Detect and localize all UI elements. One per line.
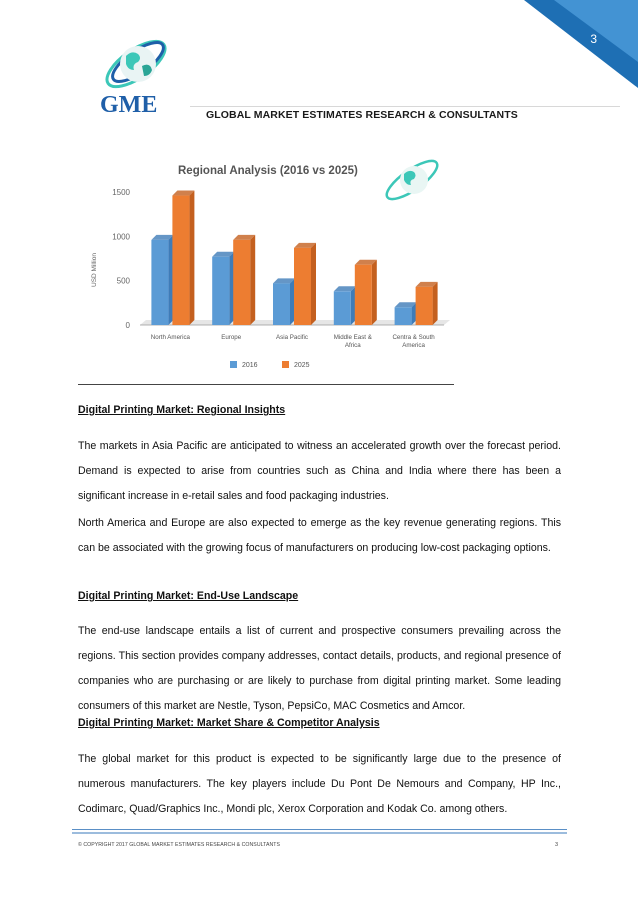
end-use-heading: Digital Printing Market: End-Use Landscape	[78, 590, 299, 602]
bar-2025-3	[355, 265, 372, 325]
market-share-heading: Digital Printing Market: Market Share & Competitor Analysis	[78, 717, 380, 729]
logo-text: GME	[100, 92, 158, 118]
footer-rule	[72, 829, 567, 830]
regional-paragraph-1: The markets in Asia Pacific are anticipated to witness an accelerated growth over the forecast period. Demand is expected to arise from countries such as China and India where there has been a significant increase in e-retail sales and food packaging industries.	[78, 440, 561, 502]
x-tick-label: Centra & South	[392, 334, 435, 341]
bar-side-2025-2	[311, 243, 316, 325]
bar-2016-4	[395, 307, 412, 325]
bar-2016-2	[273, 283, 290, 325]
x-tick-label: Asia Pacific	[276, 334, 308, 341]
legend-label-2025: 2025	[294, 362, 310, 369]
x-tick-label: Africa	[344, 342, 361, 349]
bar-2025-4	[416, 287, 433, 325]
market-share-paragraph: The global market for this product is expected to be significantly large due to the presence of numerous manufacturers. The key players include Du Pont De Nemours and Company, HP Inc., Codimarc, Quad/Graphics Inc., Mondi plc, Xerox Corporation and Kodak Co. among others.	[78, 753, 561, 815]
globe-icon	[92, 28, 188, 124]
header-title: GLOBAL MARKET ESTIMATES RESEARCH & CONSULTANTS	[206, 109, 518, 121]
y-tick-label: 1000	[112, 232, 130, 242]
page-number: 3	[590, 32, 597, 46]
bar-2016-1	[212, 257, 229, 325]
regional-insights-heading: Digital Printing Market: Regional Insights	[78, 404, 286, 416]
bar-2016-0	[151, 240, 168, 325]
bar-2025-0	[172, 196, 189, 325]
footer-page-number: 3	[555, 842, 559, 848]
y-tick-label: 0	[125, 321, 130, 330]
bar-2016-3	[334, 291, 351, 325]
x-tick-label: Middle East &	[333, 334, 372, 341]
corner-decoration	[524, 0, 638, 88]
bar-side-2025-1	[250, 235, 255, 325]
x-tick-label: America	[402, 342, 425, 349]
bar-side-2025-3	[372, 260, 377, 325]
footer-copyright: © COPYRIGHT 2017 GLOBAL MARKET ESTIMATES RESEARCH & CONSULTANTS	[78, 842, 281, 848]
bar-2025-1	[233, 240, 250, 325]
legend-label-2016: 2016	[242, 362, 258, 369]
regional-paragraph-2: North America and Europe are also expected to emerge as the key revenue generating regions. This can be associated with the growing focus of manufacturers on producing low-cost packaging options.	[78, 517, 561, 554]
bar-side-2025-0	[189, 191, 194, 325]
y-axis-label: USD Million	[91, 253, 98, 287]
x-tick-label: Europe	[221, 334, 242, 341]
legend-swatch-2016	[230, 361, 237, 368]
footer-rule-shadow	[72, 832, 567, 834]
regional-analysis-chart	[82, 150, 462, 380]
bar-2025-2	[294, 248, 311, 325]
chart-title: Regional Analysis (2016 vs 2025)	[178, 165, 358, 177]
gme-logo	[92, 28, 188, 124]
bar-side-2025-4	[433, 282, 438, 325]
legend-swatch-2025	[282, 361, 289, 368]
y-tick-label: 1500	[112, 188, 130, 197]
y-tick-label: 500	[116, 276, 130, 286]
header-divider	[190, 106, 620, 107]
chart-divider	[78, 384, 454, 385]
end-use-paragraph: The end-use landscape entails a list of current and prospective consumers prevailing across the regions. This section provides company addresses, contact details, products, and regional presence of companies who are purchasing or are likely to purchase from digital printing market. Some leading consumers of this market are Nestle, Tyson, PepsiCo, MAC Cosmetics and Amcor.	[78, 625, 561, 712]
x-tick-label: North America	[150, 334, 191, 341]
